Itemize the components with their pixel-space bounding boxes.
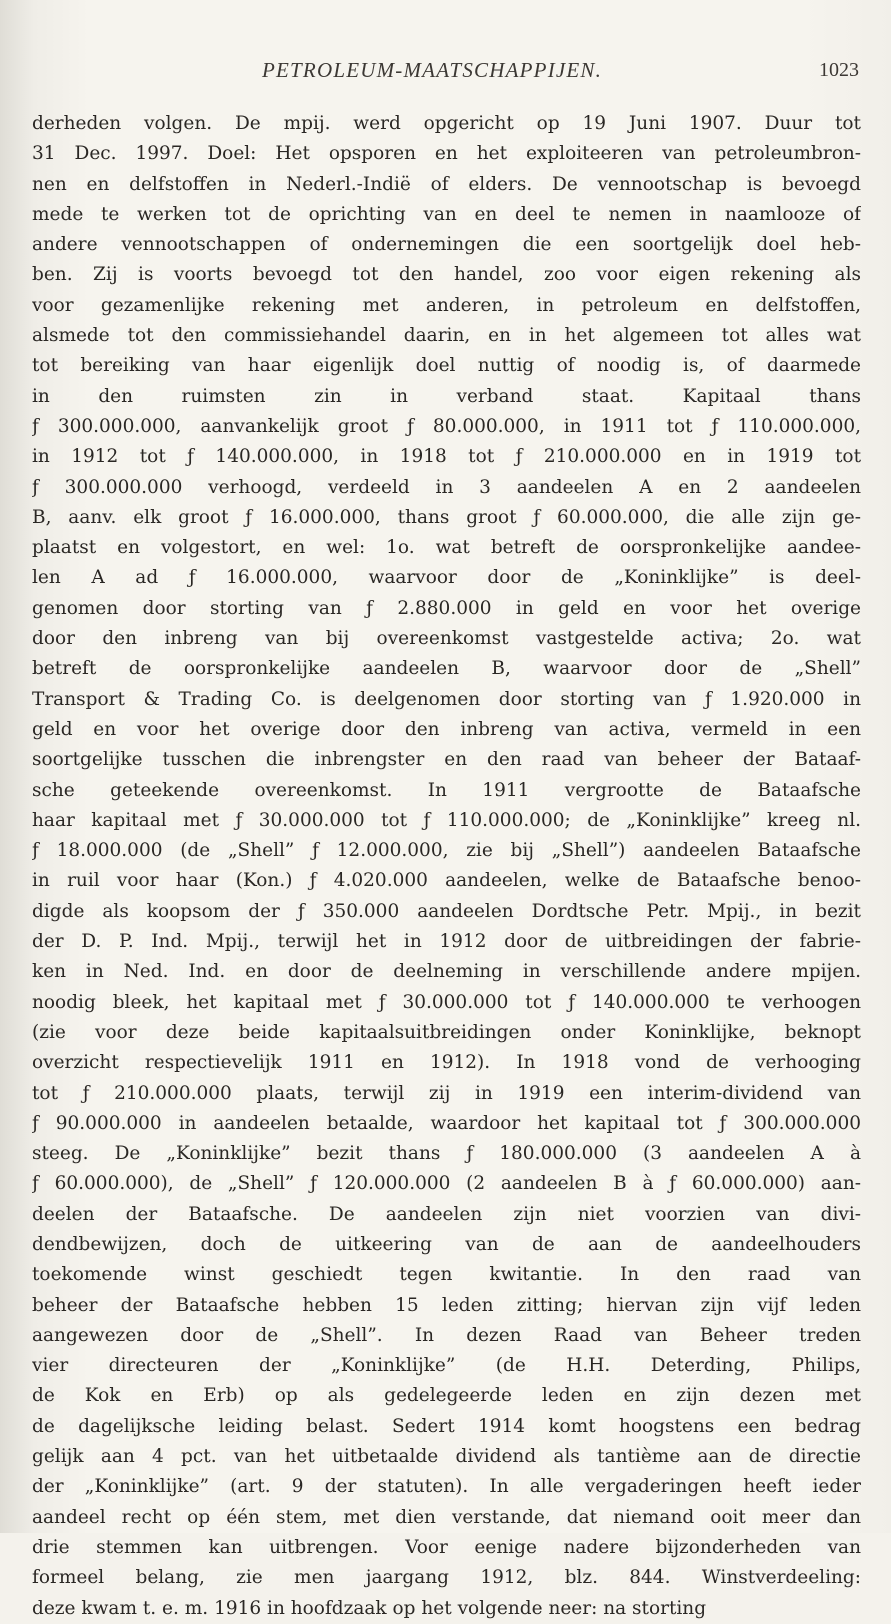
text-line: B, aanv. elk groot ƒ 16.000.000, thans groot ƒ 60.000.000, die alle zijn ge-	[32, 506, 861, 528]
text-line: in den ruimsten zin in verband staat. Kapitaal thans	[32, 385, 861, 407]
text-line: tot ƒ 210.000.000 plaats, terwijl zij in 1919 een interim-dividend van	[32, 1082, 861, 1104]
text-line: sche geteekende overeenkomst. In 1911 vergrootte de Bataafsche	[32, 779, 861, 801]
text-line: derheden volgen. De mpij. werd opgericht op 19 Juni 1907. Duur tot	[32, 113, 861, 134]
text-line: nen en delfstoffen in Nederl.-Indië of elders. De vennootschap is bevoegd	[32, 173, 861, 195]
text-line: toekomende winst geschiedt tegen kwitantie. In den raad van	[32, 1264, 861, 1286]
text-line: deze kwam t. e. m. 1916 in hoofdzaak op het volgende neer: na storting	[32, 1597, 707, 1619]
text-line: alsmede tot den commissiehandel daarin, en in het algemeen tot alles wat	[32, 325, 861, 347]
text-line: geld en voor het overige door den inbreng van activa, vermeld in een	[32, 718, 861, 740]
text-line: 31 Dec. 1997. Doel: Het opsporen en het exploiteeren van petroleumbron-	[32, 143, 861, 165]
body-text	[32, 109, 861, 1624]
text-line: haar kapitaal met ƒ 30.000.000 tot ƒ 110.000.000; de „Koninklijke” kreeg nl.	[32, 809, 861, 831]
text-line: de Kok en Erb) op als gedelegeerde leden en zijn dezen met	[32, 1385, 861, 1407]
text-line: door den inbreng van bij overeenkomst vastgestelde activa; 2o. wat	[32, 628, 861, 650]
text-line: formeel belang, zie men jaargang 1912, blz. 844. Winstverdeeling:	[32, 1567, 861, 1589]
text-line: de dagelijksche leiding belast. Sedert 1914 komt hoogstens een bedrag	[32, 1415, 861, 1437]
text-line: len A ad ƒ 16.000.000, waarvoor door de „Koninklijke” is deel-	[32, 567, 861, 589]
text-line: plaatst en volgestort, en wel: 1o. wat betreft de oorspronkelijke aandee-	[32, 537, 861, 559]
text-line: Transport & Trading Co. is deelgenomen door storting van ƒ 1.920.000 in	[32, 688, 861, 710]
text-line: ƒ 60.000.000), de „Shell” ƒ 120.000.000 (2 aandeelen B à ƒ 60.000.000) aan-	[32, 1173, 861, 1195]
page-header	[32, 58, 861, 88]
text-line: soortgelijke tusschen die inbrengster en den raad van beheer der Bataaf-	[32, 749, 861, 771]
text-line: deelen der Bataafsche. De aandeelen zijn niet voorzien van divi-	[32, 1203, 861, 1225]
page-number: 1023	[819, 59, 859, 81]
text-line: in ruil voor haar (Kon.) ƒ 4.020.000 aandeelen, welke de Bataafsche benoo-	[32, 870, 861, 892]
text-line: in 1912 tot ƒ 140.000.000, in 1918 tot ƒ 210.000.000 en in 1919 tot	[32, 446, 861, 468]
text-line: aangewezen door de „Shell”. In dezen Raad van Beheer treden	[32, 1324, 861, 1346]
text-line: dendbewijzen, doch de uitkeering van de aan de aandeelhouders	[32, 1233, 861, 1255]
text-line: steeg. De „Koninklijke” bezit thans ƒ 180.000.000 (3 aandeelen A à	[32, 1143, 861, 1165]
text-line: aandeel recht op één stem, met dien verstande, dat niemand ooit meer dan	[32, 1506, 861, 1528]
text-line: ƒ 300.000.000, aanvankelijk groot ƒ 80.000.000, in 1911 tot ƒ 110.000.000,	[32, 415, 861, 437]
text-line: noodig bleek, het kapitaal met ƒ 30.000.000 tot ƒ 140.000.000 te verhoogen	[32, 991, 861, 1013]
text-line: der D. P. Ind. Mpij., terwijl het in 1912 door de uitbreidingen der fabrie-	[32, 931, 861, 953]
text-line: vier directeuren der „Koninklijke” (de H.H. Deterding, Philips,	[32, 1355, 861, 1377]
text-line: overzicht respectievelijk 1911 en 1912). In 1918 vond de verhooging	[32, 1052, 861, 1074]
text-line: voor gezamenlijke rekening met anderen, in petroleum en delfstoffen,	[32, 294, 861, 316]
text-line: tot bereiking van haar eigenlijk doel nuttig of noodig is, of daarmede	[32, 355, 861, 377]
text-line: ƒ 300.000.000 verhoogd, verdeeld in 3 aandeelen A en 2 aandeelen	[32, 476, 861, 498]
text-line: (zie voor deze beide kapitaalsuitbreidingen onder Koninklijke, beknopt	[32, 1021, 861, 1043]
running-title: PETROLEUM-MAATSCHAPPIJEN.	[262, 58, 603, 82]
text-line: ƒ 18.000.000 (de „Shell” ƒ 12.000.000, zie bij „Shell”) aandeelen Bataafsche	[32, 840, 861, 862]
text-line: gelijk aan 4 pct. van het uitbetaalde dividend als tantième aan de directie	[32, 1446, 861, 1468]
text-line: ken in Ned. Ind. en door de deelneming in verschillende andere mpijen.	[32, 961, 861, 983]
text-line: ben. Zij is voorts bevoegd tot den handel, zoo voor eigen rekening als	[32, 264, 861, 286]
text-line: mede te werken tot de oprichting van en deel te nemen in naamlooze of	[32, 203, 861, 225]
text-line: andere vennootschappen of ondernemingen die een soortgelijk doel heb-	[32, 234, 861, 256]
text-line: betreft de oorspronkelijke aandeelen B, waarvoor door de „Shell”	[32, 658, 861, 680]
text-line: der „Koninklijke” (art. 9 der statuten). In alle vergaderingen heeft ieder	[32, 1476, 861, 1498]
text-line: digde als koopsom der ƒ 350.000 aandeelen Dordtsche Petr. Mpij., in bezit	[32, 900, 861, 922]
text-line: drie stemmen kan uitbrengen. Voor eenige nadere bijzonderheden van	[32, 1536, 861, 1558]
text-line: ƒ 90.000.000 in aandeelen betaalde, waardoor het kapitaal tot ƒ 300.000.000	[32, 1112, 861, 1134]
text-line: beheer der Bataafsche hebben 15 leden zitting; hiervan zijn vijf leden	[32, 1294, 861, 1316]
text-line: genomen door storting van ƒ 2.880.000 in geld en voor het overige	[32, 597, 861, 619]
